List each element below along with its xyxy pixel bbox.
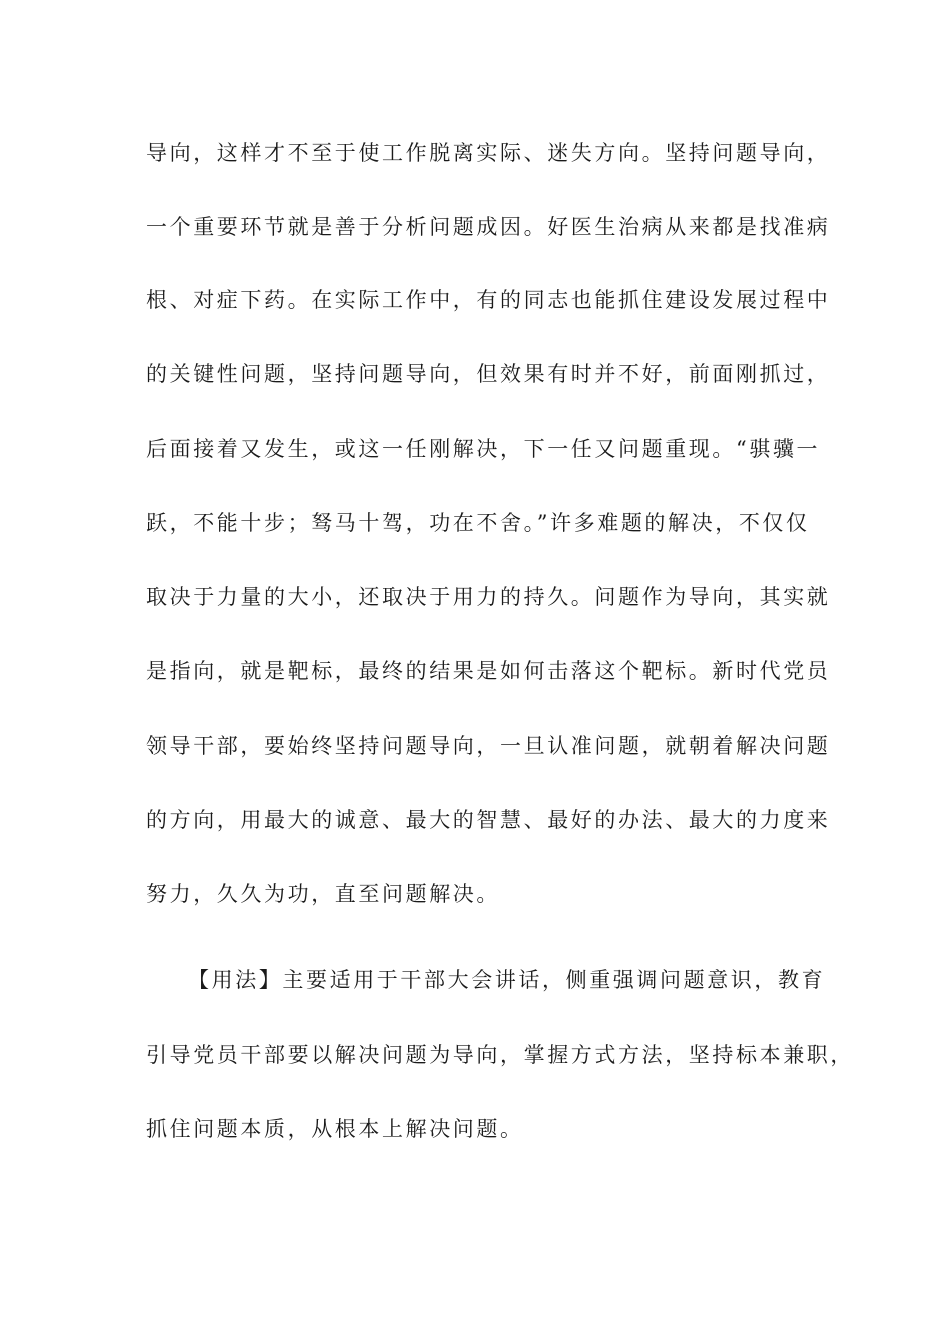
text-line: 的方向，用最大的诚意、最大的智慧、最好的办法、最大的力度来 <box>146 808 831 832</box>
usage-line: 引导党员干部要以解决问题为导向，掌握方式方法，坚持标本兼职， <box>146 1043 854 1067</box>
usage-line: 【用法】主要适用于干部大会讲话，侧重强调问题意识，教育 <box>188 968 826 992</box>
text-line: 是指向，就是靶标，最终的结果是如何击落这个靶标。新时代党员 <box>146 659 831 683</box>
text-line: 努力，久久为功，直至问题解决。 <box>146 882 500 906</box>
text-line: 根、对症下药。在实际工作中，有的同志也能抓住建设发展过程中 <box>146 288 831 312</box>
text-line: 的关键性问题，坚持问题导向，但效果有时并不好，前面刚抓过， <box>146 362 831 386</box>
text-line: 领导干部，要始终坚持问题导向，一旦认准问题，就朝着解决问题 <box>146 734 831 758</box>
text-line: 跃，不能十步；驽马十驾，功在不舍。”许多难题的解决，不仅仅 <box>146 511 810 535</box>
usage-line: 抓住问题本质，从根本上解决问题。 <box>146 1117 524 1141</box>
text-line: 后面接着又发生，或这一任刚解决，下一任又问题重现。“骐骥一 <box>146 437 821 461</box>
text-line: 导向，这样才不至于使工作脱离实际、迷失方向。坚持问题导向， <box>146 141 831 165</box>
text-line: 取决于力量的大小，还取决于用力的持久。问题作为导向，其实就 <box>146 585 831 609</box>
text-line: 一个重要环节就是善于分析问题成因。好医生治病从来都是找准病 <box>146 215 831 239</box>
